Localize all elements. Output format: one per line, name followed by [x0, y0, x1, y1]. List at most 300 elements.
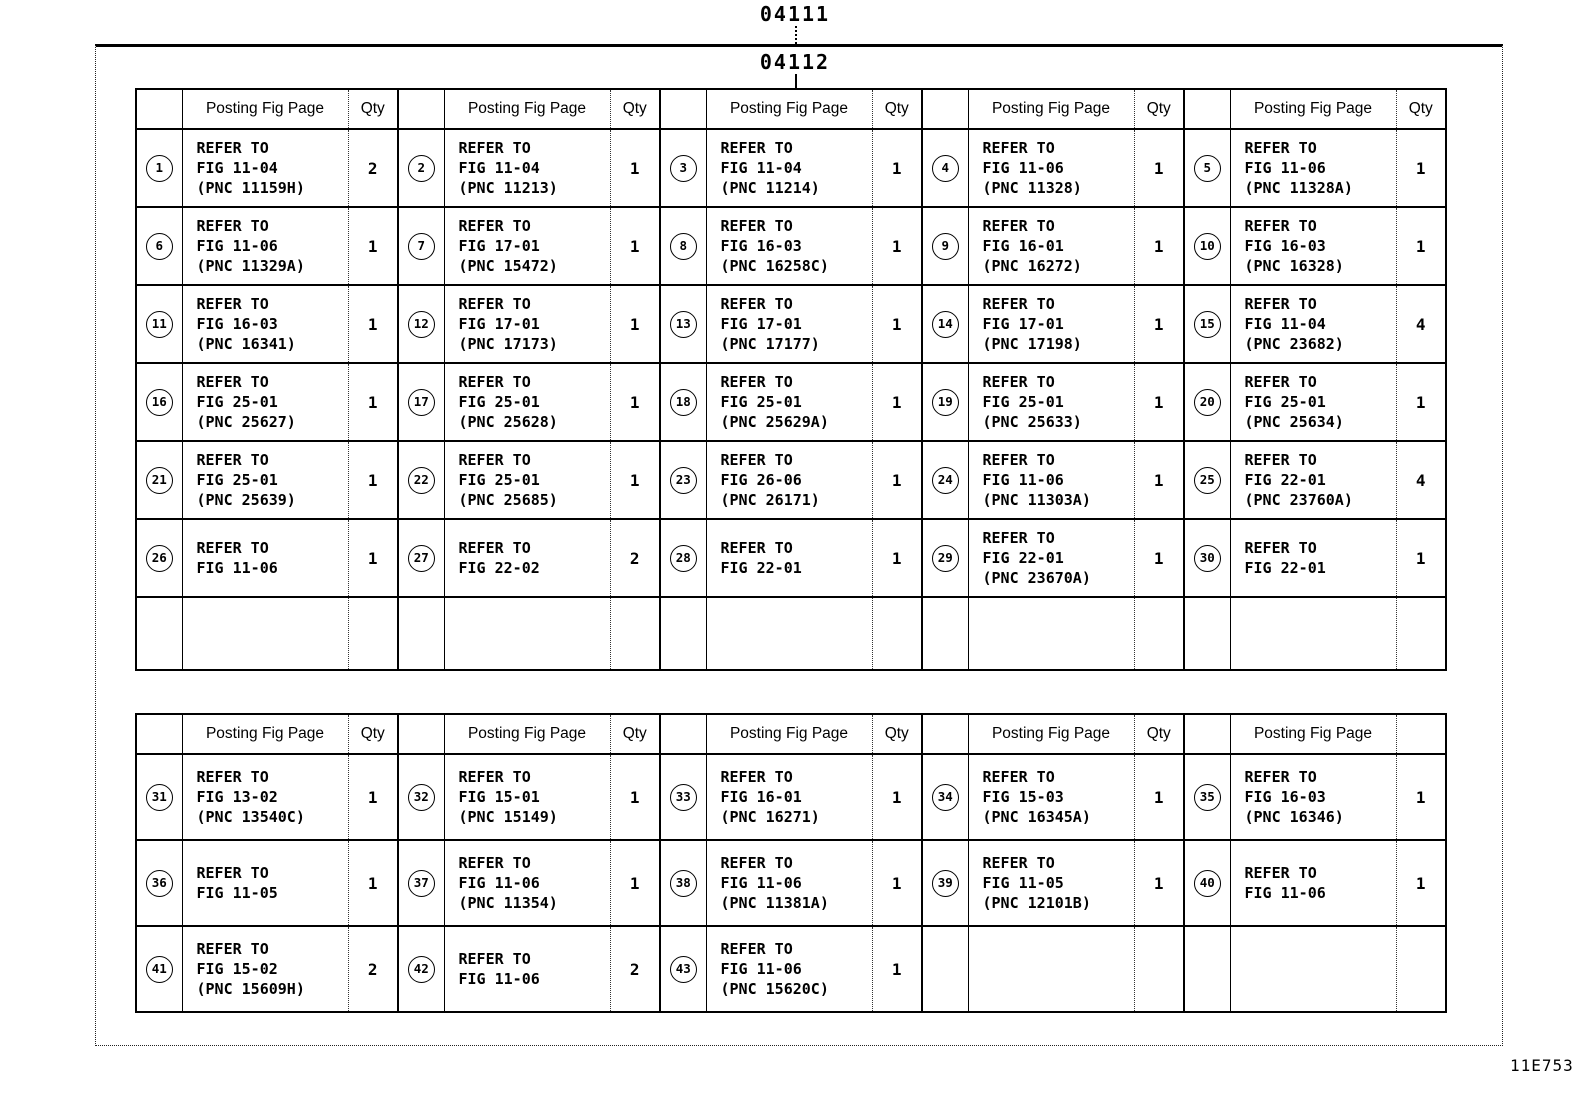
item-number-badge: 37: [408, 870, 435, 897]
item-number-badge: 24: [932, 467, 959, 494]
empty-cell: [660, 597, 706, 670]
pnc-ref: (PNC 25639): [196, 491, 296, 509]
item-number-badge: 23: [670, 467, 697, 494]
posting-fig-cell: [182, 926, 348, 1012]
qty-cell: 1: [1396, 129, 1446, 207]
refer-text: REFER TO: [196, 139, 269, 157]
fig-ref: FIG 22-01: [1244, 559, 1326, 577]
item-number-badge: 30: [1194, 545, 1221, 572]
item-number-cell: [922, 754, 968, 840]
qty-cell: [1134, 926, 1184, 1012]
refer-text: REFER TO: [982, 373, 1055, 391]
pnc-ref: (PNC 23670A): [982, 569, 1091, 587]
refer-text: REFER TO: [196, 451, 269, 469]
refer-text: REFER TO: [982, 217, 1055, 235]
empty-cell: [872, 597, 922, 670]
posting-fig-cell: [968, 840, 1134, 926]
posting-fig-cell: [706, 754, 872, 840]
posting-fig-cell: [968, 207, 1134, 285]
qty-cell: 1: [348, 285, 398, 363]
empty-cell: [444, 597, 610, 670]
corner-header-cell: [922, 714, 968, 754]
item-number-badge: 38: [670, 870, 697, 897]
fig-ref: FIG 16-01: [720, 788, 802, 806]
posting-fig-cell: [706, 926, 872, 1012]
item-number-badge: 3: [670, 155, 697, 182]
fig-ref: FIG 25-01: [1244, 393, 1326, 411]
fig-ref: FIG 25-01: [458, 471, 540, 489]
pnc-ref: (PNC 25634): [1244, 413, 1344, 431]
qty-cell: 1: [1134, 840, 1184, 926]
posting-fig-cell: [182, 285, 348, 363]
fig-ref: FIG 11-06: [1244, 159, 1326, 177]
qty-cell: 1: [1134, 207, 1184, 285]
item-number-cell: [660, 519, 706, 597]
item-number-cell: [660, 441, 706, 519]
refer-text: REFER TO: [458, 373, 531, 391]
item-number-badge: 17: [408, 389, 435, 416]
posting-fig-cell: [968, 926, 1134, 1012]
item-number-badge: 43: [670, 956, 697, 983]
item-number-badge: 39: [932, 870, 959, 897]
col-header-qty: [1396, 714, 1446, 754]
qty-cell: 1: [1396, 754, 1446, 840]
posting-fig-table-lower: [135, 713, 1447, 1013]
qty-cell: 1: [1396, 519, 1446, 597]
refer-text: REFER TO: [720, 539, 793, 557]
page-code: 11E753: [1510, 1056, 1574, 1075]
fig-ref: FIG 17-01: [982, 315, 1064, 333]
item-number-cell: [922, 285, 968, 363]
col-header-qty: Qty: [872, 714, 922, 754]
fig-ref: FIG 11-06: [196, 559, 278, 577]
item-number-cell: [1184, 207, 1230, 285]
pnc-ref: (PNC 11329A): [196, 257, 305, 275]
posting-fig-cell: [968, 129, 1134, 207]
posting-fig-cell: [1230, 926, 1396, 1012]
qty-cell: 1: [348, 754, 398, 840]
refer-text: REFER TO: [982, 451, 1055, 469]
qty-cell: 1: [872, 285, 922, 363]
fig-ref: FIG 11-06: [720, 960, 802, 978]
qty-cell: 1: [1134, 519, 1184, 597]
col-header-qty: Qty: [348, 714, 398, 754]
posting-fig-cell: [1230, 363, 1396, 441]
item-number-cell: [136, 840, 182, 926]
item-number-badge: 11: [146, 311, 173, 338]
empty-cell: [968, 597, 1134, 670]
posting-fig-cell: [1230, 441, 1396, 519]
pnc-ref: (PNC 16346): [1244, 808, 1344, 826]
item-number-cell: [398, 840, 444, 926]
posting-fig-cell: [1230, 285, 1396, 363]
qty-cell: 1: [872, 519, 922, 597]
fig-ref: FIG 11-04: [720, 159, 802, 177]
posting-fig-cell: [706, 129, 872, 207]
item-number-cell: [398, 926, 444, 1012]
fig-ref: FIG 11-06: [458, 874, 540, 892]
refer-text: REFER TO: [196, 864, 269, 882]
item-number-badge: 27: [408, 545, 435, 572]
refer-text: REFER TO: [458, 295, 531, 313]
qty-cell: 1: [872, 441, 922, 519]
pnc-ref: (PNC 25629A): [720, 413, 829, 431]
item-number-badge: 12: [408, 311, 435, 338]
refer-text: REFER TO: [982, 854, 1055, 872]
qty-cell: 1: [1396, 207, 1446, 285]
item-number-cell: [398, 207, 444, 285]
refer-text: REFER TO: [196, 768, 269, 786]
qty-cell: 1: [348, 441, 398, 519]
empty-cell: [922, 597, 968, 670]
col-header-posting-fig-page: Posting Fig Page: [1230, 89, 1396, 129]
item-number-badge: 32: [408, 784, 435, 811]
col-header-qty: Qty: [348, 89, 398, 129]
pnc-ref: (PNC 13540C): [196, 808, 305, 826]
item-number-cell: [922, 519, 968, 597]
refer-text: REFER TO: [1244, 295, 1317, 313]
fig-ref: FIG 16-03: [720, 237, 802, 255]
qty-cell: 1: [872, 363, 922, 441]
refer-text: REFER TO: [458, 950, 531, 968]
posting-fig-cell: [182, 207, 348, 285]
item-number-cell: [398, 441, 444, 519]
empty-cell: [706, 597, 872, 670]
col-header-qty: Qty: [1134, 89, 1184, 129]
posting-fig-cell: [968, 441, 1134, 519]
item-number-badge: 5: [1194, 155, 1221, 182]
fig-ref: FIG 15-03: [982, 788, 1064, 806]
posting-fig-cell: [444, 363, 610, 441]
posting-fig-cell: [706, 285, 872, 363]
corner-header-cell: [922, 89, 968, 129]
refer-text: REFER TO: [720, 768, 793, 786]
pnc-ref: (PNC 15620C): [720, 980, 829, 998]
item-number-badge: 7: [408, 233, 435, 260]
item-number-badge: 2: [408, 155, 435, 182]
pnc-ref: (PNC 25633): [982, 413, 1082, 431]
item-number-cell: [136, 129, 182, 207]
item-number-cell: [1184, 519, 1230, 597]
qty-cell: 1: [1134, 129, 1184, 207]
fig-ref: FIG 11-06: [982, 159, 1064, 177]
item-number-badge: 9: [932, 233, 959, 260]
empty-cell: [136, 597, 182, 670]
refer-text: REFER TO: [458, 217, 531, 235]
refer-text: REFER TO: [720, 373, 793, 391]
empty-cell: [1184, 597, 1230, 670]
corner-header-cell: [398, 89, 444, 129]
fig-ref: FIG 17-01: [458, 315, 540, 333]
item-number-badge: 35: [1194, 784, 1221, 811]
item-number-cell: [1184, 441, 1230, 519]
item-number-cell: [136, 441, 182, 519]
refer-text: REFER TO: [196, 217, 269, 235]
item-number-badge: 21: [146, 467, 173, 494]
fig-ref: FIG 16-03: [1244, 788, 1326, 806]
posting-fig-cell: [182, 441, 348, 519]
item-number-badge: 6: [146, 233, 173, 260]
refer-text: REFER TO: [458, 539, 531, 557]
pnc-ref: (PNC 11381A): [720, 894, 829, 912]
col-header-posting-fig-page: Posting Fig Page: [706, 89, 872, 129]
item-number-badge: 31: [146, 784, 173, 811]
item-number-badge: 4: [932, 155, 959, 182]
col-header-posting-fig-page: Posting Fig Page: [444, 714, 610, 754]
corner-header-cell: [1184, 89, 1230, 129]
col-header-qty: Qty: [610, 89, 660, 129]
item-number-badge: 28: [670, 545, 697, 572]
posting-fig-cell: [182, 129, 348, 207]
item-number-cell: [922, 840, 968, 926]
posting-fig-cell: [444, 519, 610, 597]
fig-ref: FIG 11-04: [458, 159, 540, 177]
pnc-ref: (PNC 17177): [720, 335, 820, 353]
refer-text: REFER TO: [982, 295, 1055, 313]
col-header-posting-fig-page: Posting Fig Page: [1230, 714, 1396, 754]
item-number-cell: [1184, 926, 1230, 1012]
fig-ref: FIG 16-03: [196, 315, 278, 333]
qty-cell: 1: [610, 207, 660, 285]
refer-text: REFER TO: [458, 854, 531, 872]
qty-cell: 1: [348, 519, 398, 597]
item-number-cell: [398, 754, 444, 840]
posting-fig-cell: [444, 840, 610, 926]
fig-ref: FIG 22-01: [982, 549, 1064, 567]
item-number-badge: 13: [670, 311, 697, 338]
item-number-cell: [398, 519, 444, 597]
connector-line-04112: [795, 74, 797, 88]
refer-text: REFER TO: [720, 139, 793, 157]
item-number-badge: 14: [932, 311, 959, 338]
item-number-badge: 25: [1194, 467, 1221, 494]
pnc-ref: (PNC 16271): [720, 808, 820, 826]
item-number-cell: [1184, 363, 1230, 441]
col-header-posting-fig-page: Posting Fig Page: [444, 89, 610, 129]
fig-ref: FIG 25-01: [196, 471, 278, 489]
col-header-qty: Qty: [610, 714, 660, 754]
posting-fig-table-upper: [135, 88, 1447, 671]
col-header-posting-fig-page: Posting Fig Page: [182, 714, 348, 754]
refer-text: REFER TO: [982, 139, 1055, 157]
col-header-posting-fig-page: Posting Fig Page: [706, 714, 872, 754]
qty-cell: 4: [1396, 285, 1446, 363]
posting-fig-cell: [1230, 754, 1396, 840]
pnc-ref: (PNC 11303A): [982, 491, 1091, 509]
fig-ref: FIG 11-04: [196, 159, 278, 177]
posting-fig-cell: [444, 754, 610, 840]
refer-text: REFER TO: [1244, 217, 1317, 235]
fig-ref: FIG 11-06: [196, 237, 278, 255]
refer-text: REFER TO: [720, 940, 793, 958]
refer-text: REFER TO: [1244, 768, 1317, 786]
item-number-cell: [398, 285, 444, 363]
posting-fig-cell: [444, 207, 610, 285]
item-number-badge: 22: [408, 467, 435, 494]
qty-cell: 1: [610, 363, 660, 441]
qty-cell: 1: [610, 840, 660, 926]
corner-header-cell: [398, 714, 444, 754]
col-header-posting-fig-page: Posting Fig Page: [968, 89, 1134, 129]
item-number-badge: 1: [146, 155, 173, 182]
pnc-ref: (PNC 11328): [982, 179, 1082, 197]
posting-fig-cell: [968, 519, 1134, 597]
qty-cell: 1: [610, 129, 660, 207]
item-number-cell: [660, 129, 706, 207]
item-number-cell: [136, 926, 182, 1012]
posting-fig-cell: [706, 207, 872, 285]
refer-text: REFER TO: [982, 529, 1055, 547]
fig-ref: FIG 22-01: [720, 559, 802, 577]
refer-text: REFER TO: [1244, 373, 1317, 391]
posting-fig-cell: [968, 754, 1134, 840]
fig-ref: FIG 11-06: [458, 970, 540, 988]
qty-cell: 1: [1134, 441, 1184, 519]
fig-ref: FIG 11-05: [196, 884, 278, 902]
fig-ref: FIG 25-01: [458, 393, 540, 411]
item-number-badge: 33: [670, 784, 697, 811]
item-number-badge: 36: [146, 870, 173, 897]
item-number-cell: [922, 129, 968, 207]
qty-cell: 1: [1134, 754, 1184, 840]
empty-cell: [398, 597, 444, 670]
fig-ref: FIG 15-01: [458, 788, 540, 806]
item-number-cell: [136, 207, 182, 285]
pnc-ref: (PNC 15149): [458, 808, 558, 826]
item-number-badge: 26: [146, 545, 173, 572]
item-number-cell: [136, 754, 182, 840]
item-number-badge: 18: [670, 389, 697, 416]
posting-fig-cell: [1230, 519, 1396, 597]
qty-cell: 1: [872, 129, 922, 207]
refer-text: REFER TO: [1244, 539, 1317, 557]
fig-ref: FIG 17-01: [720, 315, 802, 333]
item-number-cell: [922, 363, 968, 441]
refer-text: REFER TO: [458, 451, 531, 469]
posting-fig-cell: [706, 840, 872, 926]
posting-fig-cell: [1230, 840, 1396, 926]
item-number-badge: 42: [408, 956, 435, 983]
fig-ref: FIG 26-06: [720, 471, 802, 489]
refer-text: REFER TO: [196, 539, 269, 557]
qty-cell: 2: [610, 926, 660, 1012]
empty-cell: [610, 597, 660, 670]
col-header-posting-fig-page: Posting Fig Page: [968, 714, 1134, 754]
pnc-ref: (PNC 11213): [458, 179, 558, 197]
col-header-qty: Qty: [872, 89, 922, 129]
fig-ref: FIG 11-06: [720, 874, 802, 892]
item-number-badge: 29: [932, 545, 959, 572]
qty-cell: 1: [348, 840, 398, 926]
qty-cell: 1: [872, 840, 922, 926]
pnc-ref: (PNC 15609H): [196, 980, 305, 998]
empty-cell: [1230, 597, 1396, 670]
col-header-posting-fig-page: Posting Fig Page: [182, 89, 348, 129]
pnc-ref: (PNC 25685): [458, 491, 558, 509]
refer-text: REFER TO: [720, 854, 793, 872]
col-header-qty: Qty: [1134, 714, 1184, 754]
pnc-ref: (PNC 16341): [196, 335, 296, 353]
pnc-ref: (PNC 25628): [458, 413, 558, 431]
item-number-cell: [1184, 129, 1230, 207]
refer-text: REFER TO: [720, 217, 793, 235]
pnc-ref: (PNC 23760A): [1244, 491, 1353, 509]
pnc-ref: (PNC 23682): [1244, 335, 1344, 353]
corner-header-cell: [136, 89, 182, 129]
refer-text: REFER TO: [458, 139, 531, 157]
item-number-cell: [922, 926, 968, 1012]
posting-fig-cell: [968, 363, 1134, 441]
item-number-cell: [136, 285, 182, 363]
item-number-badge: 15: [1194, 311, 1221, 338]
item-number-badge: 16: [146, 389, 173, 416]
refer-text: REFER TO: [196, 940, 269, 958]
posting-fig-cell: [706, 441, 872, 519]
empty-cell: [1134, 597, 1184, 670]
fig-ref: FIG 16-03: [1244, 237, 1326, 255]
pnc-ref: (PNC 26171): [720, 491, 820, 509]
fig-ref: FIG 25-01: [196, 393, 278, 411]
item-number-cell: [136, 519, 182, 597]
qty-cell: 1: [1396, 840, 1446, 926]
empty-cell: [1396, 597, 1446, 670]
refer-text: REFER TO: [720, 451, 793, 469]
pnc-ref: (PNC 11214): [720, 179, 820, 197]
qty-cell: [1396, 926, 1446, 1012]
item-number-cell: [660, 840, 706, 926]
fig-ref: FIG 22-01: [1244, 471, 1326, 489]
item-number-cell: [660, 926, 706, 1012]
item-number-cell: [922, 441, 968, 519]
fig-ref: FIG 11-04: [1244, 315, 1326, 333]
item-number-badge: 34: [932, 784, 959, 811]
qty-cell: 1: [610, 285, 660, 363]
empty-cell: [348, 597, 398, 670]
pnc-ref: (PNC 11159H): [196, 179, 305, 197]
pnc-ref: (PNC 15472): [458, 257, 558, 275]
item-number-cell: [1184, 285, 1230, 363]
refer-text: REFER TO: [1244, 139, 1317, 157]
fig-ref: FIG 25-01: [982, 393, 1064, 411]
item-number-cell: [1184, 754, 1230, 840]
item-number-cell: [398, 363, 444, 441]
refer-text: REFER TO: [982, 768, 1055, 786]
posting-fig-cell: [182, 519, 348, 597]
qty-cell: 1: [1134, 363, 1184, 441]
item-number-badge: 19: [932, 389, 959, 416]
corner-header-cell: [660, 89, 706, 129]
refer-text: REFER TO: [1244, 864, 1317, 882]
pnc-ref: (PNC 11328A): [1244, 179, 1353, 197]
item-number-cell: [660, 754, 706, 840]
posting-fig-cell: [444, 129, 610, 207]
item-number-badge: 40: [1194, 870, 1221, 897]
posting-fig-cell: [1230, 207, 1396, 285]
posting-fig-cell: [444, 441, 610, 519]
empty-cell: [182, 597, 348, 670]
fig-ref: FIG 17-01: [458, 237, 540, 255]
qty-cell: 4: [1396, 441, 1446, 519]
item-number-cell: [922, 207, 968, 285]
fig-ref: FIG 15-02: [196, 960, 278, 978]
pnc-ref: (PNC 12101B): [982, 894, 1091, 912]
refer-text: REFER TO: [1244, 451, 1317, 469]
fig-ref: FIG 13-02: [196, 788, 278, 806]
posting-fig-cell: [968, 285, 1134, 363]
qty-cell: 1: [610, 441, 660, 519]
pnc-ref: (PNC 25627): [196, 413, 296, 431]
pnc-ref: (PNC 11354): [458, 894, 558, 912]
